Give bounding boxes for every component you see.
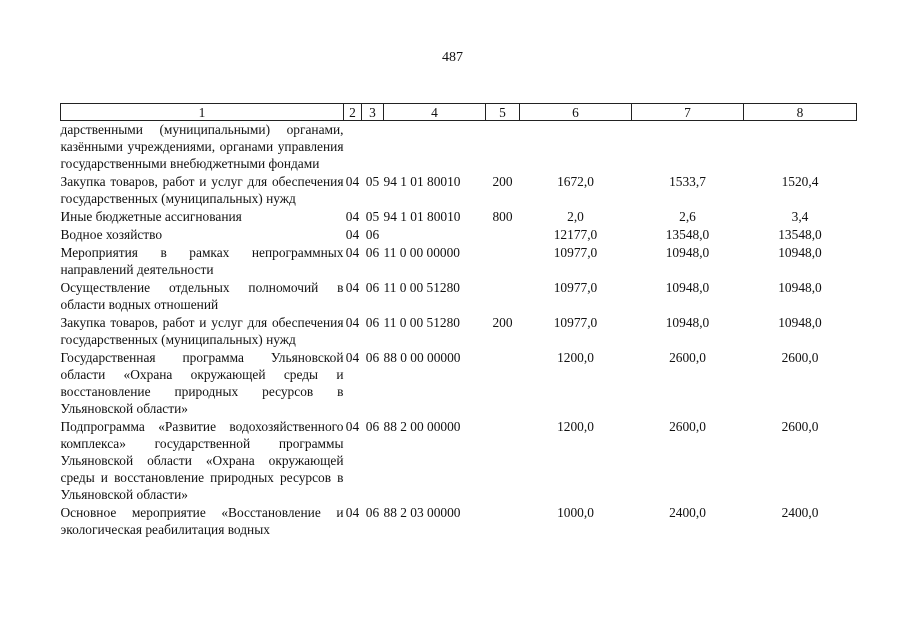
table-row <box>61 207 857 225</box>
row-amount-col-6: 10977,0 <box>553 245 598 260</box>
row-amount-col-7: 2600,0 <box>669 350 706 365</box>
row-amount-col-8: 13548,0 <box>778 227 822 242</box>
row-name: дарственными (муниципальными) органами, казёнными учреждениями, органами управления государственными внебюджетными фондами <box>60 122 344 171</box>
row-name: Осуществление отдельных полномочий в области водных отношений <box>60 280 344 312</box>
table-row <box>61 278 857 313</box>
row-expense-type <box>486 121 520 173</box>
row-amount-col-8: 10948,0 <box>778 280 822 295</box>
row-name: Закупка товаров, работ и услуг для обеспечения государственных (муниципальных) нужд <box>60 174 344 206</box>
row-subsection-code: 06 <box>365 315 380 330</box>
row-section-code: 04 <box>345 245 360 260</box>
row-amount-col-8: 2600,0 <box>781 419 819 434</box>
row-subsection-code <box>362 121 384 173</box>
row-subsection-code: 06 <box>365 350 380 365</box>
row-name: Мероприятия в рамках непрограммных направлений деятельности <box>60 245 344 277</box>
row-name: Основное мероприятие «Восстановление и экологическая реабилитация водных <box>60 505 344 537</box>
row-subsection-code: 05 <box>365 174 380 189</box>
table-row <box>61 243 857 278</box>
row-expense-type <box>486 417 520 503</box>
row-name: Подпрограмма «Развитие водохозяйственного комплекса» государственной программы Ульяновской области «Охрана окружающей среды и восстановление природных ресурсов в Ульяновской области» <box>60 419 344 502</box>
table-row <box>61 503 857 538</box>
row-amount-col-8 <box>744 121 857 173</box>
row-amount-col-6: 10977,0 <box>553 315 598 330</box>
row-amount-col-7: 1533,7 <box>669 174 706 189</box>
row-section-code: 04 <box>345 350 360 365</box>
table-row <box>61 417 857 503</box>
row-expense-type <box>486 243 520 278</box>
row-amount-col-7: 2400,0 <box>669 505 706 520</box>
row-subsection-code: 06 <box>365 245 380 260</box>
header-col-3: 3 <box>362 104 384 121</box>
row-section-code <box>344 121 362 173</box>
row-expense-type: 200 <box>492 315 513 330</box>
row-subsection-code: 06 <box>365 419 380 434</box>
row-amount-col-7: 10948,0 <box>665 280 710 295</box>
table-row <box>61 313 857 348</box>
row-amount-col-6: 1200,0 <box>557 419 594 434</box>
row-expense-type <box>486 278 520 313</box>
budget-table <box>60 103 857 538</box>
row-target-article: 88 2 00 00000 <box>383 419 461 434</box>
row-amount-col-6: 10977,0 <box>553 280 598 295</box>
table-row <box>61 172 857 207</box>
row-section-code: 04 <box>345 280 360 295</box>
table-header <box>61 104 857 121</box>
row-amount-col-6: 1000,0 <box>557 505 594 520</box>
row-target-article: 88 2 03 00000 <box>383 505 461 520</box>
row-amount-col-6: 12177,0 <box>553 227 598 242</box>
row-expense-type <box>486 225 520 243</box>
row-target-article: 11 0 00 51280 <box>383 280 460 295</box>
row-name: Водное хозяйство <box>60 227 163 242</box>
row-subsection-code: 06 <box>365 280 380 295</box>
row-amount-col-6: 1200,0 <box>557 350 594 365</box>
row-target-article: 88 0 00 00000 <box>383 350 461 365</box>
row-expense-type <box>486 348 520 417</box>
row-amount-col-8: 3,4 <box>791 209 809 224</box>
row-subsection-code: 05 <box>365 209 380 224</box>
page-number: 487 <box>442 50 463 65</box>
row-amount-col-7: 2,6 <box>679 209 696 224</box>
header-col-7: 7 <box>632 104 744 121</box>
row-amount-col-8: 10948,0 <box>778 315 822 330</box>
row-target-article <box>384 121 486 173</box>
row-expense-type <box>486 503 520 538</box>
row-amount-col-8: 10948,0 <box>778 245 822 260</box>
row-section-code: 04 <box>345 209 360 224</box>
row-amount-col-8: 1520,4 <box>781 174 819 189</box>
row-target-article <box>384 225 486 243</box>
row-amount-col-7: 13548,0 <box>665 227 710 242</box>
row-amount-col-8: 2600,0 <box>781 350 819 365</box>
row-amount-col-7: 10948,0 <box>665 315 710 330</box>
header-col-6: 6 <box>520 104 632 121</box>
row-expense-type: 800 <box>492 209 513 224</box>
table-row <box>61 225 857 243</box>
row-amount-col-7 <box>632 121 744 173</box>
row-target-article: 11 0 00 51280 <box>383 315 460 330</box>
row-expense-type: 200 <box>492 174 513 189</box>
header-col-1: 1 <box>61 104 344 121</box>
table-row <box>61 121 857 173</box>
row-subsection-code: 06 <box>365 505 380 520</box>
row-section-code: 04 <box>345 505 360 520</box>
row-target-article: 94 1 01 80010 <box>383 209 461 224</box>
row-subsection-code: 06 <box>365 227 380 242</box>
row-amount-col-7: 10948,0 <box>665 245 710 260</box>
row-amount-col-6: 1672,0 <box>557 174 594 189</box>
row-section-code: 04 <box>345 315 360 330</box>
header-col-4: 4 <box>384 104 486 121</box>
table-row <box>61 348 857 417</box>
row-target-article: 94 1 01 80010 <box>383 174 461 189</box>
row-amount-col-8: 2400,0 <box>781 505 819 520</box>
row-name: Иные бюджетные ассигнования <box>60 209 242 224</box>
row-name: Закупка товаров, работ и услуг для обеспечения государственных (муниципальных) нужд <box>60 315 344 347</box>
row-section-code: 04 <box>345 174 360 189</box>
row-target-article: 11 0 00 00000 <box>383 245 460 260</box>
header-col-8: 8 <box>744 104 857 121</box>
header-col-2: 2 <box>344 104 362 121</box>
row-amount-col-6: 2,0 <box>567 209 584 224</box>
row-amount-col-6 <box>520 121 632 173</box>
table-body <box>61 121 857 539</box>
row-section-code: 04 <box>345 419 360 434</box>
row-name: Государственная программа Ульяновской области «Охрана окружающей среды и восстановление природных ресурсов в Ульяновской области» <box>60 350 344 416</box>
header-col-5: 5 <box>486 104 520 121</box>
row-amount-col-7: 2600,0 <box>669 419 706 434</box>
row-section-code: 04 <box>345 227 360 242</box>
